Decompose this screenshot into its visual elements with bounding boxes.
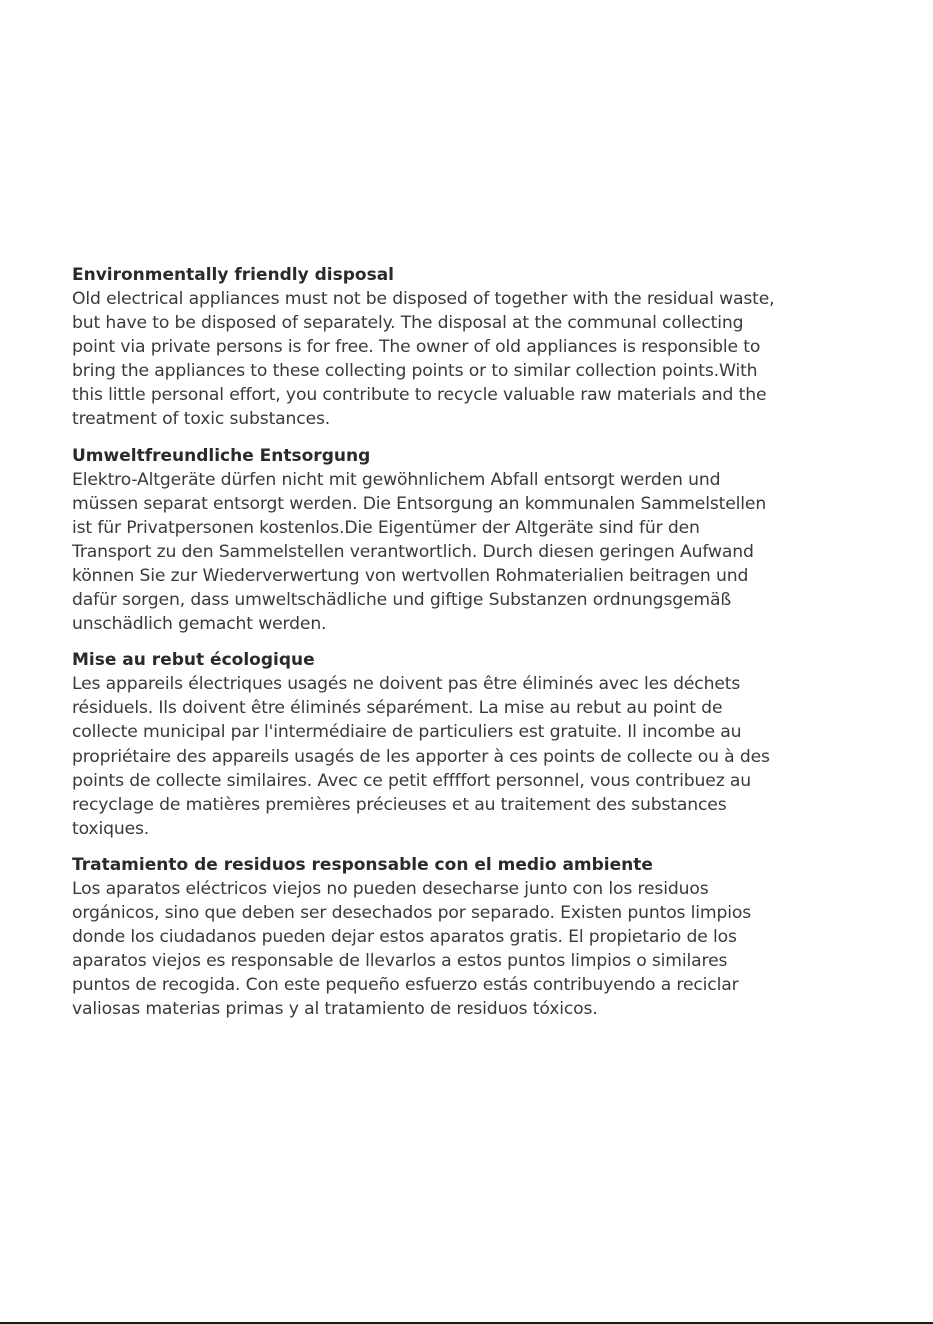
section-heading: Mise au rebut écologique	[72, 650, 315, 671]
paragraph-line: collecte municipal par l'intermédiaire de particuliers est gratuite. Il incombe au	[72, 722, 742, 743]
section-paragraph	[72, 468, 872, 637]
paragraph-line: treatment of toxic substances.	[72, 409, 331, 430]
section-paragraph	[72, 672, 872, 841]
paragraph-line: Transport zu den Sammelstellen verantwortlich. Durch diesen geringen Aufwand	[72, 541, 754, 562]
section-german	[72, 444, 872, 637]
section-heading: Environmentally friendly disposal	[72, 265, 395, 285]
section-paragraph	[72, 877, 872, 1022]
section-spanish	[72, 853, 872, 1022]
section-english	[72, 263, 872, 432]
paragraph-line: toxiques.	[72, 818, 150, 839]
paragraph-line: but have to be disposed of separately. The disposal at the communal collecting	[72, 313, 744, 334]
section-french	[72, 648, 872, 841]
section-heading: Tratamiento de residuos responsable con el medio ambiente	[72, 854, 653, 875]
paragraph-line: propriétaire des appareils usagés de les apporter à ces points de collecte ou à des	[72, 746, 770, 767]
paragraph-line: Los aparatos eléctricos viejos no pueden desecharse junto con los residuos	[72, 878, 709, 899]
section-paragraph	[72, 287, 872, 432]
paragraph-line: aparatos viejos es responsable de llevarlos a estos puntos limpios o similares	[72, 951, 728, 972]
paragraph-line: Elektro-Altgeräte dürfen nicht mit gewöhnlichem Abfall entsorgt werden und	[72, 469, 721, 490]
paragraph-line: point via private persons is for free. The owner of old appliances is responsible to	[72, 337, 761, 358]
paragraph-line: résiduels. Ils doivent être éliminés séparément. La mise au rebut au point de	[72, 698, 723, 719]
paragraph-line: puntos de recogida. Con este pequeño esfuerzo estás contribuyendo a reciclar	[72, 975, 739, 996]
paragraph-line: müssen separat entsorgt werden. Die Entsorgung an kommunalen Sammelstellen	[72, 493, 767, 514]
paragraph-line: bring the appliances to these collecting points or to similar collection points.With	[72, 361, 758, 382]
paragraph-line: points de collecte similaires. Avec ce petit effffort personnel, vous contribuez au	[72, 770, 752, 791]
document-body	[72, 263, 872, 1033]
paragraph-line: donde los ciudadanos pueden dejar estos aparatos gratis. El propietario de los	[72, 927, 737, 948]
paragraph-line: orgánicos, sino que deben ser desechados por separado. Existen puntos limpios	[72, 902, 752, 923]
paragraph-line: ist für Privatpersonen kostenlos.Die Eigentümer der Altgeräte sind für den	[72, 517, 700, 538]
paragraph-line: this little personal effort, you contribute to recycle valuable raw materials and the	[72, 385, 767, 406]
paragraph-line: valiosas materias primas y al tratamiento de residuos tóxicos.	[72, 999, 598, 1020]
paragraph-line: unschädlich gemacht werden.	[72, 614, 327, 635]
paragraph-line: Old electrical appliances must not be disposed of together with the residual waste,	[72, 289, 775, 309]
paragraph-line: recyclage de matières premières précieuses et au traitement des substances	[72, 794, 727, 815]
paragraph-line: dafür sorgen, dass umweltschädliche und giftige Substanzen ordnungsgemäß	[72, 590, 732, 611]
paragraph-line: Les appareils électriques usagés ne doivent pas être éliminés avec les déchets	[72, 674, 741, 695]
section-heading: Umweltfreundliche Entsorgung	[72, 445, 371, 466]
paragraph-line: können Sie zur Wiederverwertung von wertvollen Rohmaterialien beitragen und	[72, 565, 749, 586]
